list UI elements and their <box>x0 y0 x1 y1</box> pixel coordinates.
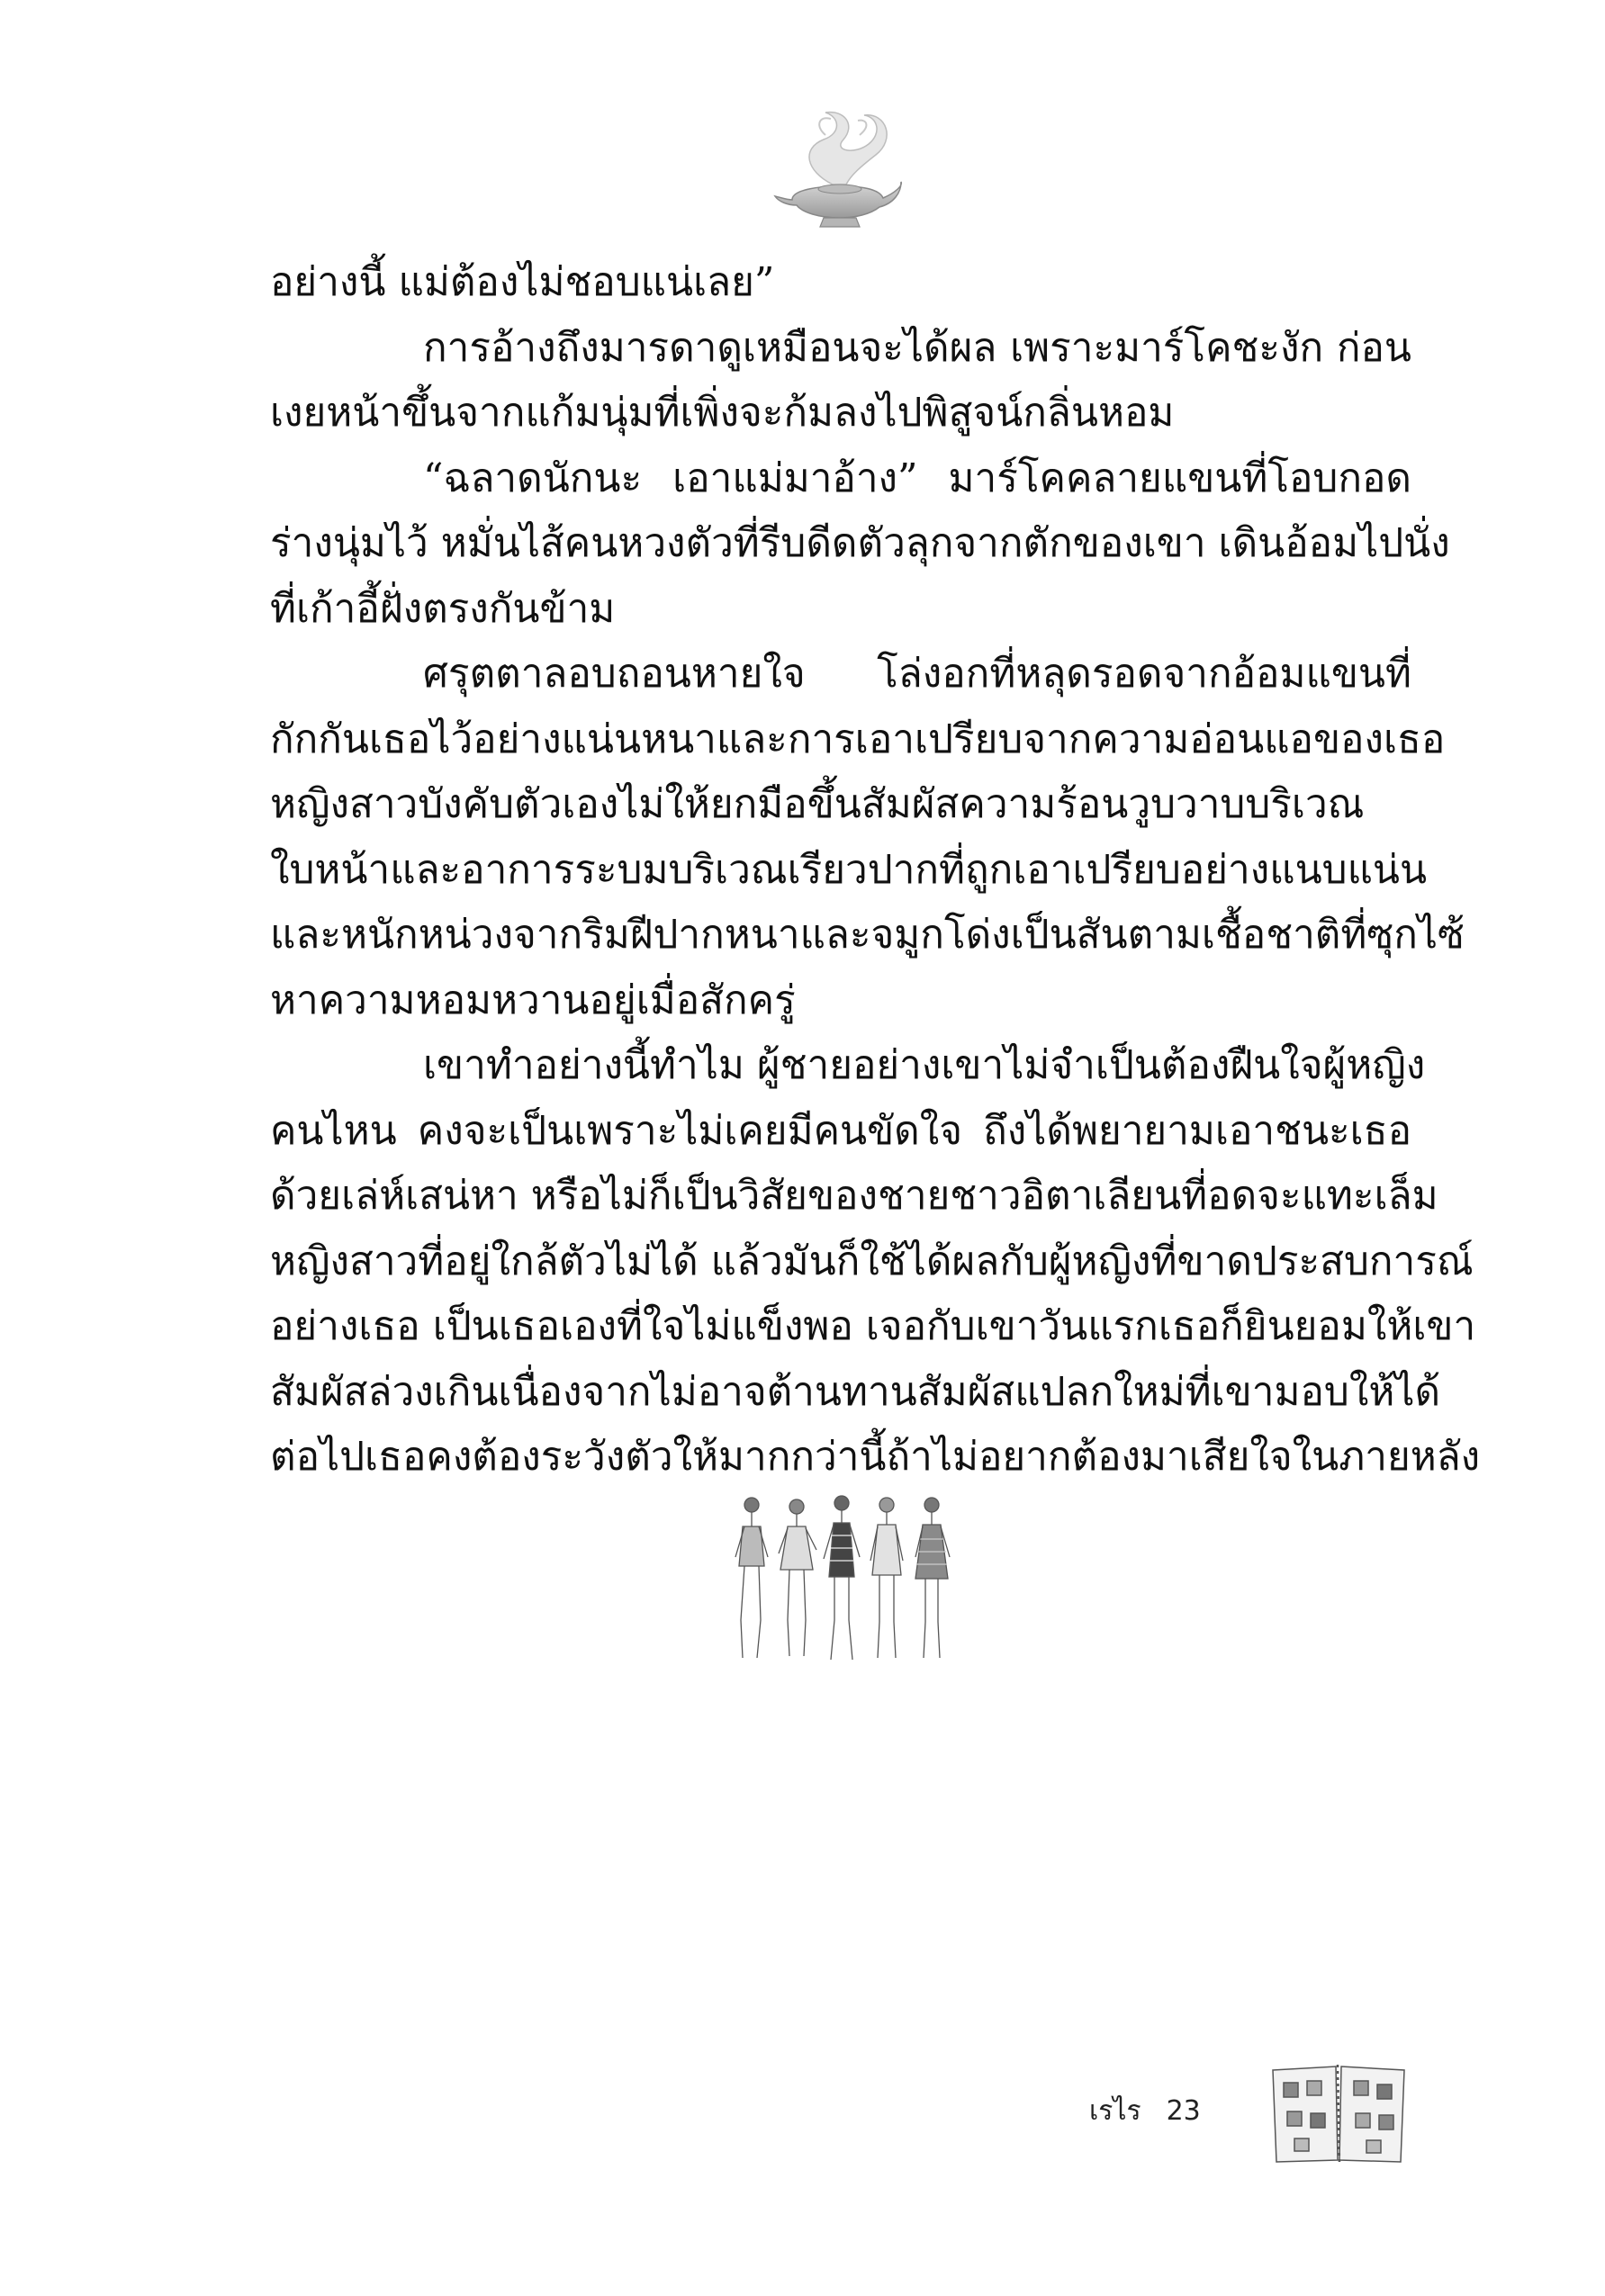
text-line: หาความหอมหวานอยู่เมื่อสักครู่ <box>270 977 796 1023</box>
text-line: อย่างนี้ แม่ต้องไม่ชอบแน่เลย” <box>270 259 775 305</box>
text-line: เขาทำอย่างนี้ทำไม ผู้ชายอย่างเขาไม่จำเป็นต้องฝืนใจผู้หญิง <box>423 1042 1426 1088</box>
text-line: คนไหน คงจะเป็นเพราะไม่เคยมีคนขัดใจ ถึงได้พยายามเอาชนะเธอ <box>270 1107 1411 1154</box>
page-footer <box>1089 2084 1201 2138</box>
genie-lamp-icon <box>770 99 905 234</box>
text-line: การอ้างถึงมารดาดูเหมือนจะได้ผล เพราะมาร์โคชะงัก ก่อน <box>423 324 1411 371</box>
sketchbook-icon <box>1267 2061 1411 2169</box>
text-line: ด้วยเล่ห์เสน่หา หรือไม่ก็เป็นวิสัยของชายชาวอิตาเลียนที่อดจะแทะเล็ม <box>270 1173 1438 1219</box>
text-line: เงยหน้าขึ้นจากแก้มนุ่มที่เพิ่งจะก้มลงไปพิสูจน์กลิ่นหอม <box>270 390 1175 436</box>
body-text <box>270 250 1481 1490</box>
book-title: เรไร <box>1089 2094 1141 2127</box>
text-line: ศรุตตาลอบถอนหายใจ โล่งอกที่หลุดรอดจากอ้อมแขนที่ <box>423 651 1411 697</box>
text-line: “ฉลาดนักนะ เอาแม่มาอ้าง” มาร์โคคลายแขนที่โอบกอด <box>423 455 1411 501</box>
text-line: ร่างนุ่มไว้ หมั่นไส้คนหวงตัวที่รีบดีดตัวลุกจากตักของเขา เดินอ้อมไปนั่ง <box>270 520 1450 566</box>
text-line: ต่อไปเธอคงต้องระวังตัวให้มากกว่านี้ถ้าไม่อยากต้องมาเสียใจในภายหลัง <box>270 1434 1481 1480</box>
text-line: ที่เก้าอี้ฝั่งตรงกันข้าม <box>270 585 616 632</box>
text-line: อย่างเธอ เป็นเธอเองที่ใจไม่แข็งพอ เจอกับเขาวันแรกเธอก็ยินยอมให้เขา <box>270 1303 1476 1349</box>
fashion-figures-illustration <box>716 1494 963 1665</box>
text-line: หญิงสาวที่อยู่ใกล้ตัวไม่ได้ แล้วมันก็ใช้ได้ผลกับผู้หญิงที่ขาดประสบการณ์ <box>270 1238 1474 1284</box>
text-line: และหนักหน่วงจากริมฝีปากหนาและจมูกโด่งเป็นสันตามเชื้อชาติที่ซุกไซ้ <box>270 912 1465 958</box>
page-number: 23 <box>1166 2094 1201 2127</box>
text-line: หญิงสาวบังคับตัวเองไม่ให้ยกมือขึ้นสัมผัสความร้อนวูบวาบบริเวณ <box>270 781 1365 827</box>
text-line: กักกันเธอไว้อย่างแน่นหนาและการเอาเปรียบจากความอ่อนแอของเธอ <box>270 716 1446 762</box>
text-line: สัมผัสล่วงเกินเนื่องจากไม่อาจต้านทานสัมผัสแปลกใหม่ที่เขามอบให้ได้ <box>270 1368 1441 1415</box>
text-line: ใบหน้าและอาการระบมบริเวณเรียวปากที่ถูกเอาเปรียบอย่างแนบแน่น <box>270 846 1428 893</box>
